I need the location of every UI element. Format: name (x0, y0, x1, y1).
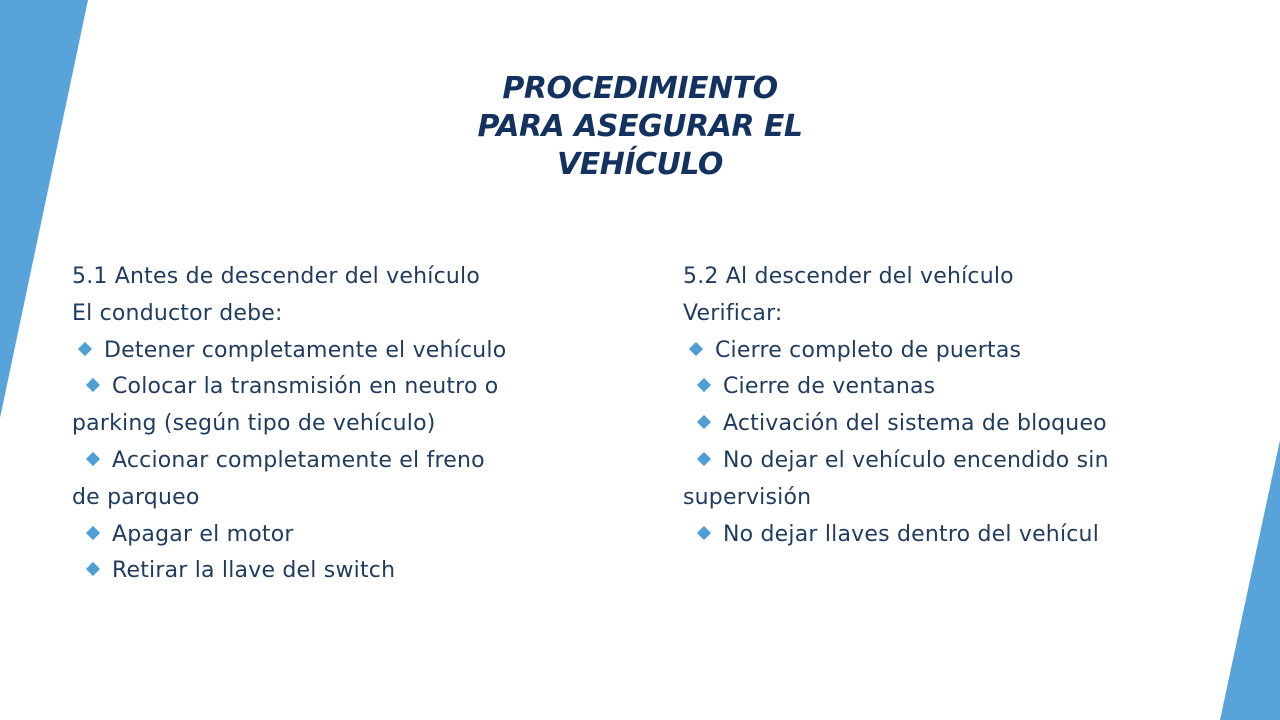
right-blue-stripe (1220, 440, 1280, 720)
list-item-continuation: parking (según tipo de vehículo) (72, 411, 436, 437)
diamond-bullet-icon (86, 562, 100, 576)
diamond-bullet-icon (86, 378, 100, 392)
list-item: Retirar la llave del switch (72, 553, 612, 590)
title-line-3: VEHÍCULO (557, 147, 723, 182)
list-item-continuation: supervisión (683, 484, 812, 510)
diamond-bullet-icon (78, 342, 92, 356)
left-intro: El conductor debe: (72, 300, 283, 326)
section-heading-5-2: 5.2 Al descender del vehículo (683, 264, 1014, 289)
list-item: Detener completamente el vehículo (72, 333, 612, 370)
section-heading-5-1: 5.1 Antes de descender del vehículo (72, 264, 480, 289)
title-line-2: PARA ASEGURAR EL (477, 109, 803, 144)
diamond-bullet-icon (86, 526, 100, 540)
right-column (683, 259, 1213, 553)
slide-title (340, 70, 940, 184)
diamond-bullet-icon (697, 378, 711, 392)
list-item: Colocar la transmisión en neutro o (72, 369, 612, 406)
diamond-bullet-icon (697, 526, 711, 540)
left-column (72, 259, 612, 590)
right-intro: Verificar: (683, 300, 783, 326)
list-item-continuation: de parqueo (72, 484, 200, 510)
diamond-bullet-icon (689, 342, 703, 356)
list-item: No dejar llaves dentro del vehícul (683, 517, 1213, 554)
list-item: No dejar el vehículo encendido sin (683, 443, 1213, 480)
list-item: Cierre completo de puertas (683, 333, 1213, 370)
list-item: Apagar el motor (72, 517, 612, 554)
diamond-bullet-icon (697, 452, 711, 466)
diamond-bullet-icon (86, 452, 100, 466)
list-item: Accionar completamente el freno (72, 443, 612, 480)
list-item: Activación del sistema de bloqueo (683, 406, 1213, 443)
title-line-1: PROCEDIMIENTO (502, 71, 778, 106)
diamond-bullet-icon (697, 415, 711, 429)
list-item: Cierre de ventanas (683, 369, 1213, 406)
